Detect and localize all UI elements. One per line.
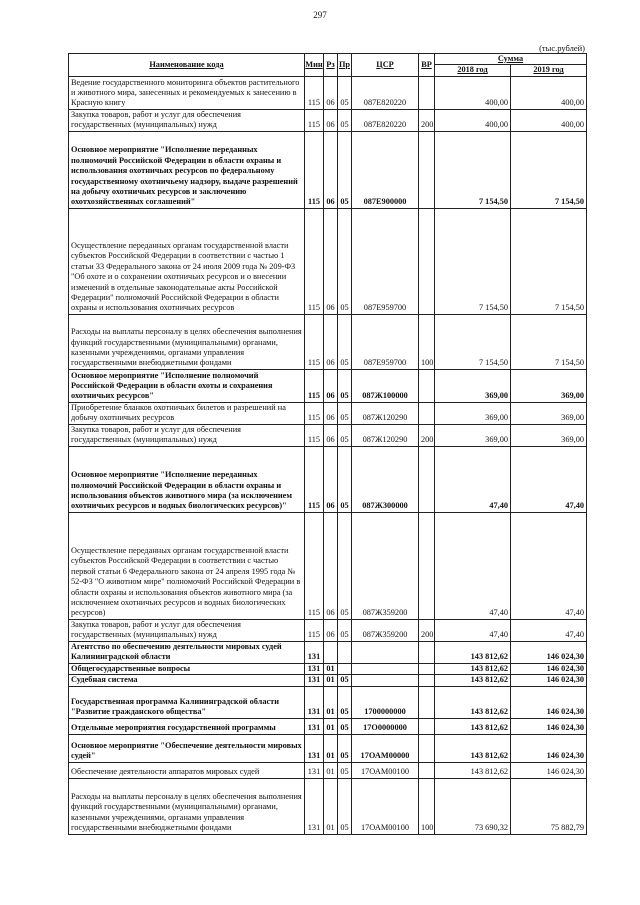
row-sum-2019: 400,00 [511,109,587,131]
table-row [69,314,587,369]
row-subsection-code: 05 [338,675,352,686]
row-sum-2018: 369,00 [435,424,511,446]
row-section-code: 06 [324,619,338,641]
row-expense-type-code [419,663,435,674]
row-ministry-code: 115 [305,512,324,619]
row-ministry-code: 131 [305,762,324,778]
row-sum-2019: 146 024,30 [511,686,587,718]
row-section-code: 06 [324,446,338,512]
row-target-article-code: 087Ж100000 [352,369,419,402]
row-target-article-code: 087Ж359200 [352,619,419,641]
row-section-code: 06 [324,512,338,619]
row-target-article-code: 087Е820220 [352,76,419,109]
row-section-code: 01 [324,663,338,674]
row-ministry-code: 115 [305,208,324,314]
row-subsection-code: 05 [338,619,352,641]
row-section-code: 01 [324,778,338,834]
row-expense-type-code [419,208,435,314]
row-name: Приобретение бланков охотничьих билетов и разрешений на добычу охотничьих ресурсов [69,402,305,424]
row-target-article-code: 087Е959700 [352,314,419,369]
row-subsection-code: 05 [338,778,352,834]
row-name: Ведение государственного мониторинга объектов растительного и животного мира, занесенных и рекомендуемых к занесению в Красную книгу [69,76,305,109]
row-sum-2018: 47,40 [435,619,511,641]
row-sum-2019: 7 154,50 [511,314,587,369]
row-sum-2018: 400,00 [435,76,511,109]
row-target-article-code [352,675,419,686]
row-ministry-code: 115 [305,424,324,446]
table-row [69,369,587,402]
row-ministry-code: 115 [305,76,324,109]
row-subsection-code: 05 [338,109,352,131]
row-subsection-code: 05 [338,424,352,446]
row-expense-type-code: 200 [419,619,435,641]
row-target-article-code: 087Ж300000 [352,446,419,512]
row-sum-2019: 7 154,50 [511,131,587,208]
row-section-code: 01 [324,686,338,718]
row-name: Расходы на выплаты персоналу в целях обеспечения выполнения функций государственными (муниципальными) органами, казенными учреждениями, органами управления государственными внебюджетными фондами [69,778,305,834]
row-name: Основное мероприятие "Обеспечение деятельности мировых судей" [69,734,305,762]
row-sum-2018: 143 812,62 [435,718,511,734]
row-expense-type-code [419,76,435,109]
row-sum-2019: 369,00 [511,369,587,402]
row-name: Закупка товаров, работ и услуг для обеспечения государственных (муниципальных) нужд [69,424,305,446]
row-ministry-code: 131 [305,686,324,718]
header-rz: Рз [324,54,338,77]
header-name: Наименование кода [69,54,305,77]
page-number: 297 [313,10,327,20]
table-row [69,762,587,778]
row-target-article-code: 087Ж120290 [352,424,419,446]
table-row [69,718,587,734]
table-row [69,446,587,512]
row-target-article-code: 087Е959700 [352,208,419,314]
row-sum-2019: 146 024,30 [511,641,587,663]
row-ministry-code: 115 [305,446,324,512]
row-subsection-code: 05 [338,314,352,369]
row-name: Государственная программа Калининградской области "Развитие гражданского общества" [69,686,305,718]
row-target-article-code [352,663,419,674]
row-subsection-code [338,663,352,674]
table-row [69,424,587,446]
row-sum-2018: 143 812,62 [435,641,511,663]
table-row [69,663,587,674]
row-sum-2019: 146 024,30 [511,675,587,686]
row-target-article-code: 087Ж120290 [352,402,419,424]
row-sum-2019: 75 882,79 [511,778,587,834]
row-target-article-code: 087Е820220 [352,109,419,131]
row-ministry-code: 131 [305,675,324,686]
row-target-article-code: 1700000000 [352,686,419,718]
row-name: Осуществление переданных органам государственной власти субъектов Российской Федерации в соответствии с частью первой статьи 6 Федерального закона от 24 апреля 1995 года № 52-ФЗ "О животном мире" полномочий Российской Федерации в области охраны и использования объектов животного мира (за исключением охотничьих ресурсов и водных биологических ресурсов) [69,512,305,619]
row-ministry-code: 131 [305,641,324,663]
row-expense-type-code [419,641,435,663]
table-row [69,208,587,314]
row-sum-2019: 47,40 [511,446,587,512]
row-name: Основное мероприятие "Исполнение переданных полномочий Российской Федерации в области охраны и использования охотничьих ресурсов по федеральному государственному охотничьему надзору, выдаче разрешений на добычу охотничьих ресурсов и заключению охотхозяйственных соглашений" [69,131,305,208]
header-2018: 2018 год [435,65,511,76]
row-ministry-code: 131 [305,718,324,734]
budget-table [68,53,587,835]
row-ministry-code: 115 [305,369,324,402]
row-expense-type-code: 200 [419,109,435,131]
table-row [69,686,587,718]
budget-rows [69,76,587,834]
row-section-code: 06 [324,314,338,369]
row-ministry-code: 115 [305,131,324,208]
table-row [69,734,587,762]
row-sum-2019: 369,00 [511,424,587,446]
row-subsection-code: 05 [338,369,352,402]
row-name: Основное мероприятие "Исполнение полномочий Российской Федерации в области охоты и сохранения охотничьих ресурсов" [69,369,305,402]
row-expense-type-code [419,675,435,686]
row-name: Расходы на выплаты персоналу в целях обеспечения выполнения функций государственными (муниципальными) органами, казенными учреждениями, органами управления государственными внебюджетными фондами [69,314,305,369]
row-section-code: 06 [324,369,338,402]
row-expense-type-code: 100 [419,778,435,834]
row-ministry-code: 131 [305,734,324,762]
row-sum-2018: 7 154,50 [435,314,511,369]
header-vr: ВР [419,54,435,77]
row-target-article-code: 17О0000000 [352,718,419,734]
row-subsection-code: 05 [338,734,352,762]
table-row [69,641,587,663]
row-sum-2018: 369,00 [435,369,511,402]
row-section-code: 06 [324,109,338,131]
row-ministry-code: 115 [305,402,324,424]
row-sum-2018: 143 812,62 [435,663,511,674]
row-sum-2019: 7 154,50 [511,208,587,314]
row-name: Обеспечение деятельности аппаратов мировых судей [69,762,305,778]
row-section-code: 01 [324,762,338,778]
units-label: (тыс.рублей) [539,43,585,53]
table-row [69,76,587,109]
row-ministry-code: 131 [305,778,324,834]
row-expense-type-code [419,131,435,208]
row-target-article-code: 087Ж359200 [352,512,419,619]
row-sum-2019: 146 024,30 [511,734,587,762]
row-sum-2018: 143 812,62 [435,762,511,778]
row-sum-2018: 143 812,62 [435,734,511,762]
row-section-code: 06 [324,208,338,314]
table-row [69,131,587,208]
row-name: Основное мероприятие "Исполнение переданных полномочий Российской Федерации в области охраны и использования объектов животного мира (за исключением охотничьих ресурсов и водных биологических ресурсов)" [69,446,305,512]
row-subsection-code: 05 [338,402,352,424]
header-sum: Сумма [435,54,587,65]
table-row [69,109,587,131]
table-row [69,512,587,619]
row-subsection-code: 05 [338,208,352,314]
row-sum-2019: 146 024,30 [511,762,587,778]
row-sum-2018: 47,40 [435,446,511,512]
row-sum-2018: 400,00 [435,109,511,131]
table-row [69,619,587,641]
row-expense-type-code [419,734,435,762]
row-subsection-code [338,641,352,663]
row-sum-2019: 47,40 [511,512,587,619]
row-subsection-code: 05 [338,718,352,734]
row-sum-2018: 369,00 [435,402,511,424]
row-ministry-code: 115 [305,619,324,641]
row-expense-type-code [419,369,435,402]
row-section-code: 01 [324,718,338,734]
row-section-code [324,641,338,663]
row-expense-type-code: 100 [419,314,435,369]
row-target-article-code: 17ОАМ00100 [352,762,419,778]
row-target-article-code: 087Е900000 [352,131,419,208]
row-name: Закупка товаров, работ и услуг для обеспечения государственных (муниципальных) нужд [69,619,305,641]
row-expense-type-code [419,762,435,778]
row-section-code: 06 [324,424,338,446]
row-section-code: 01 [324,675,338,686]
row-sum-2018: 7 154,50 [435,131,511,208]
row-sum-2019: 146 024,30 [511,718,587,734]
row-sum-2019: 47,40 [511,619,587,641]
row-section-code: 06 [324,76,338,109]
row-sum-2019: 369,00 [511,402,587,424]
row-sum-2018: 73 690,32 [435,778,511,834]
row-section-code: 06 [324,131,338,208]
row-subsection-code: 05 [338,76,352,109]
row-sum-2018: 143 812,62 [435,675,511,686]
row-name: Закупка товаров, работ и услуг для обеспечения государственных (муниципальных) нужд [69,109,305,131]
row-expense-type-code [419,512,435,619]
row-target-article-code: 17ОАМ00100 [352,778,419,834]
table-row [69,778,587,834]
row-subsection-code: 05 [338,512,352,619]
row-expense-type-code: 200 [419,424,435,446]
header-min: Мин [305,54,324,77]
row-expense-type-code [419,686,435,718]
row-name: Судебная система [69,675,305,686]
row-sum-2018: 7 154,50 [435,208,511,314]
row-section-code: 06 [324,402,338,424]
row-section-code: 01 [324,734,338,762]
row-sum-2019: 400,00 [511,76,587,109]
row-sum-2019: 146 024,30 [511,663,587,674]
row-expense-type-code [419,402,435,424]
row-name: Отдельные мероприятия государственной программы [69,718,305,734]
row-name: Осуществление переданных органам государственной власти субъектов Российской Федерации в соответствии с частью 1 статьи 33 Федерального закона от 24 июля 2009 года № 209-ФЗ "Об охоте и о сохранении охотничьих ресурсов и о внесении изменений в отдельные законодательные акты Российской Федерации" полномочий Российской Федерации в области охраны и использования охотничьих ресурсов [69,208,305,314]
table-row [69,402,587,424]
row-subsection-code: 05 [338,762,352,778]
row-target-article-code [352,641,419,663]
row-expense-type-code [419,718,435,734]
row-sum-2018: 47,40 [435,512,511,619]
header-csr: ЦСР [352,54,419,77]
row-ministry-code: 131 [305,663,324,674]
row-subsection-code: 05 [338,686,352,718]
table-row [69,675,587,686]
row-ministry-code: 115 [305,314,324,369]
row-subsection-code: 05 [338,446,352,512]
header-2019: 2019 год [511,65,587,76]
row-ministry-code: 115 [305,109,324,131]
row-subsection-code: 05 [338,131,352,208]
row-expense-type-code [419,446,435,512]
row-name: Агентство по обеспечению деятельности мировых судей Калининградской области [69,641,305,663]
row-name: Общегосударственные вопросы [69,663,305,674]
row-target-article-code: 17ОАМ00000 [352,734,419,762]
row-sum-2018: 143 812,62 [435,686,511,718]
header-pr: Пр [338,54,352,77]
